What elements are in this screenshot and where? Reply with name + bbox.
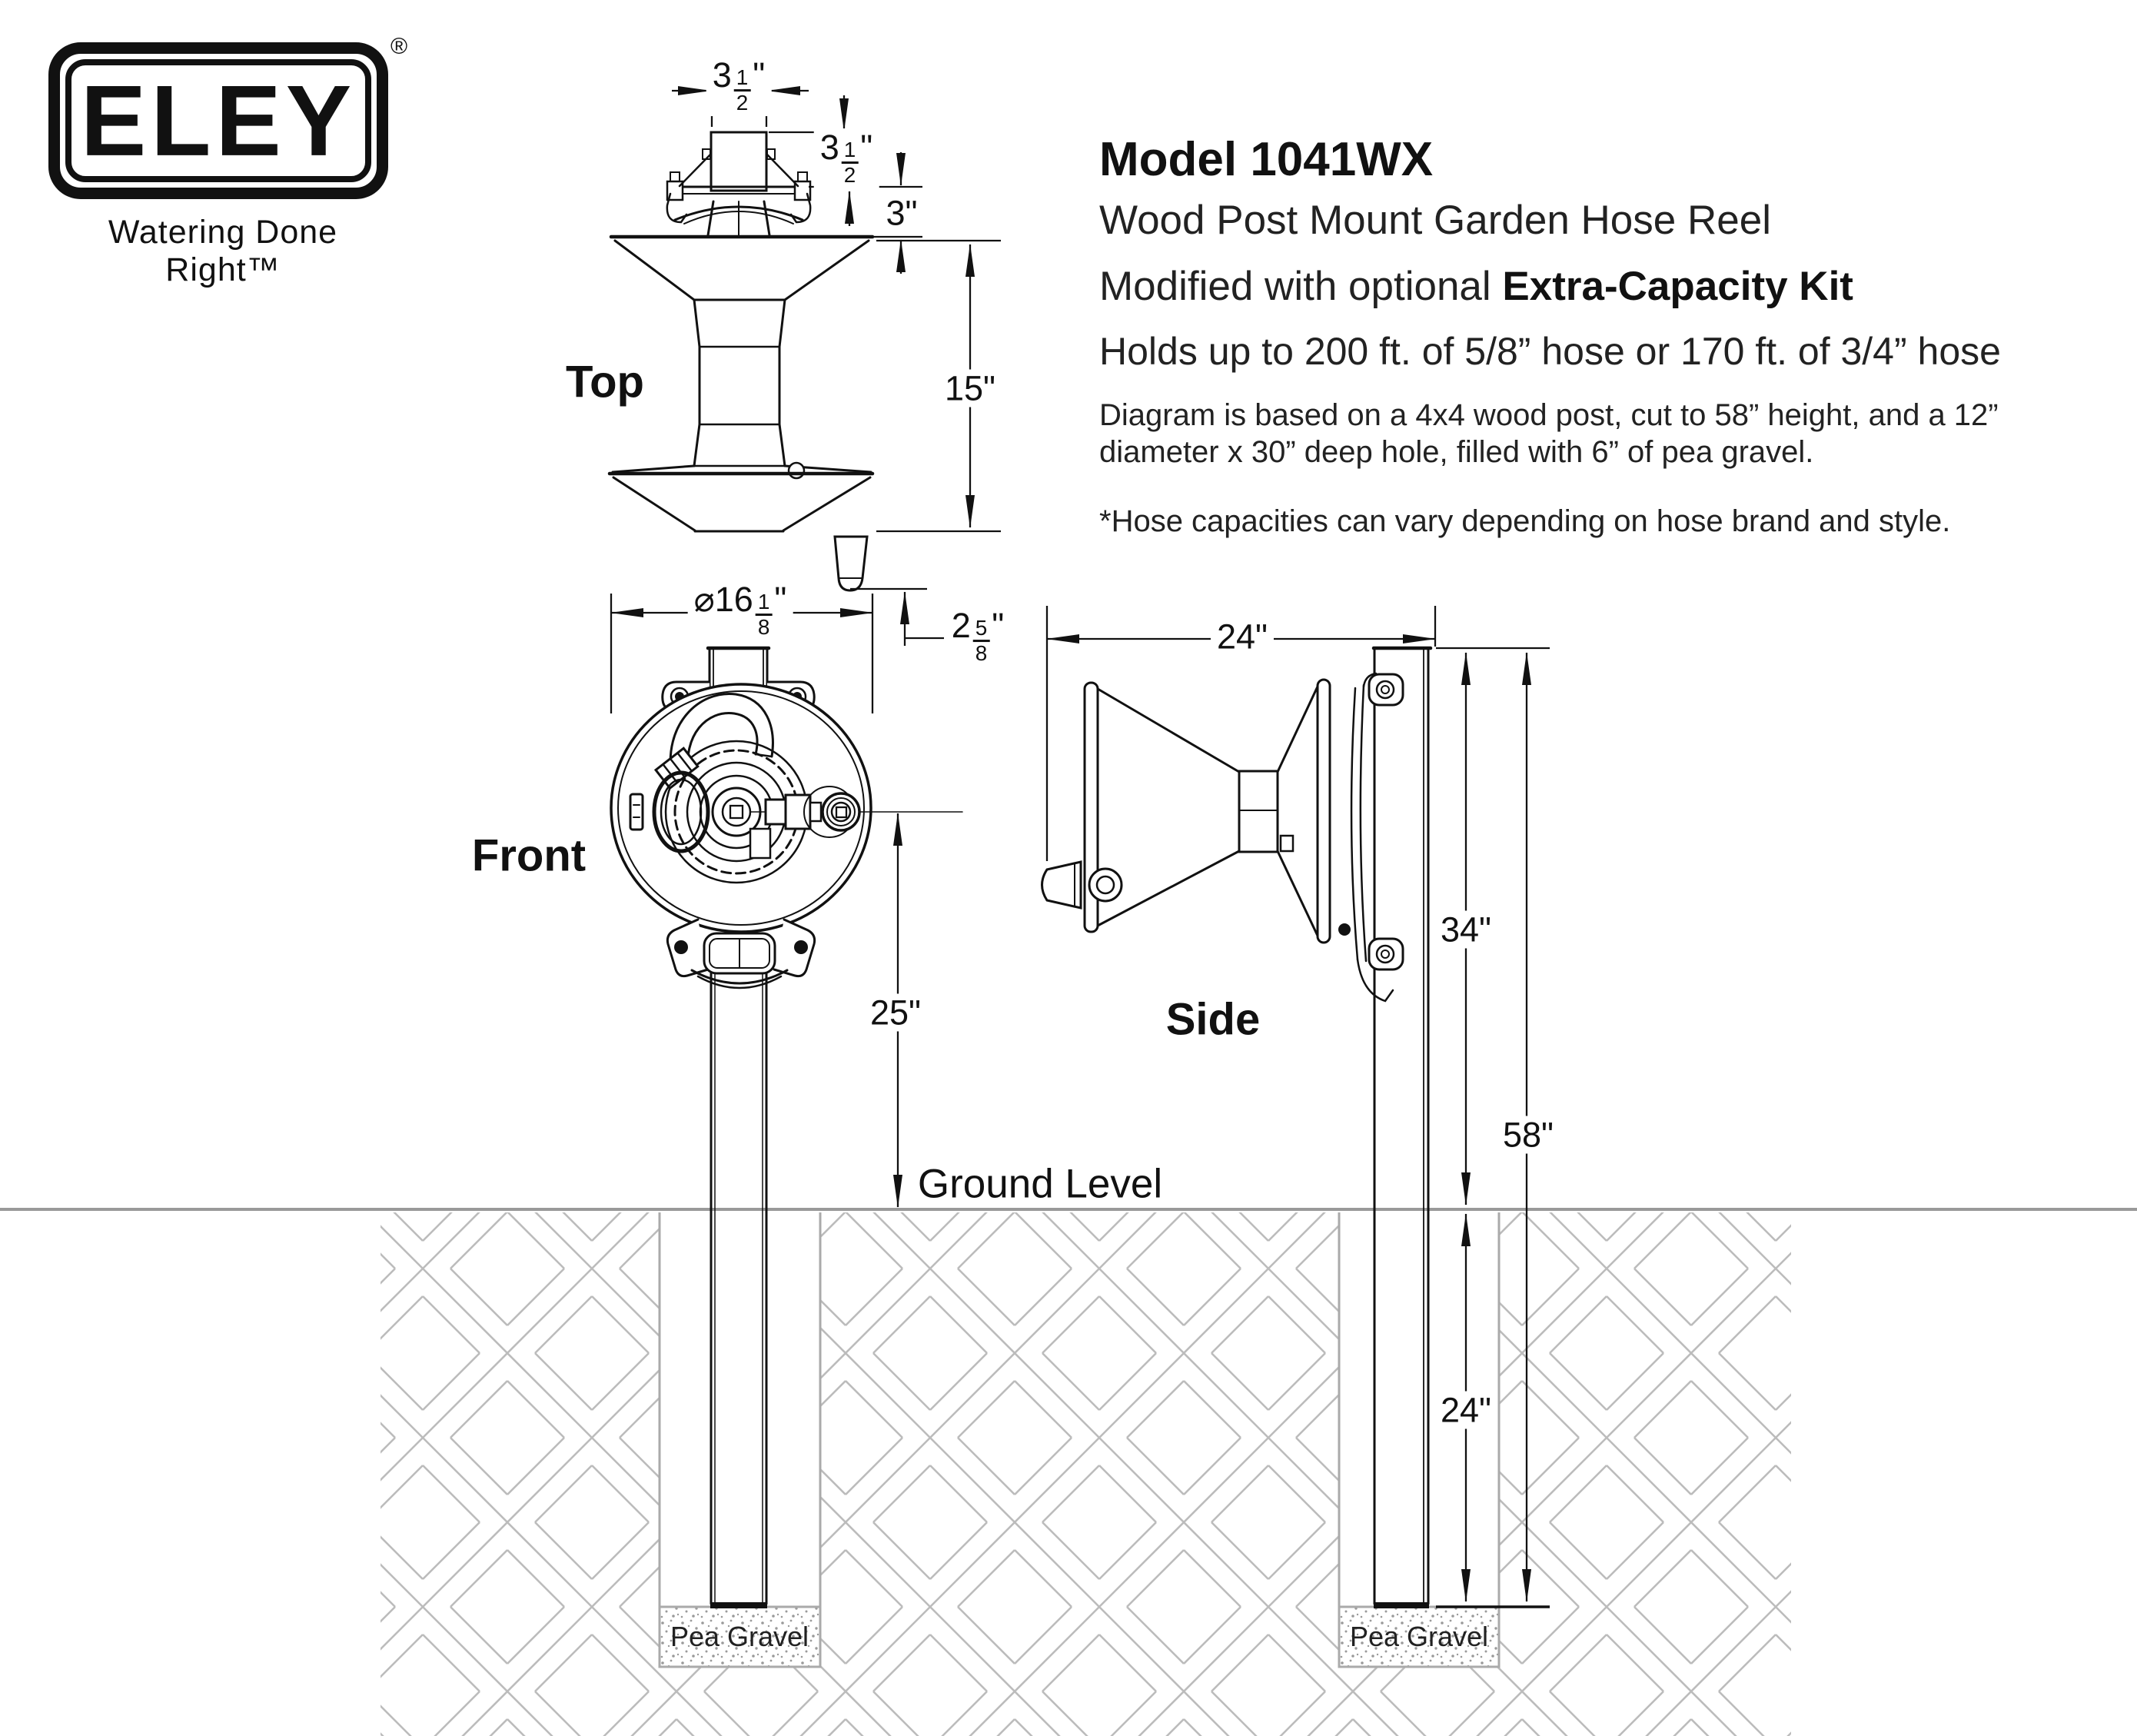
dim-post-top-to-bracket (814, 128, 879, 188)
ground-level-label: Ground Level (917, 1161, 1163, 1207)
denominator: 2 (736, 90, 749, 115)
dim-reel-height: 15" (939, 370, 1002, 407)
dim-post-total: 58" (1497, 1116, 1560, 1154)
top-view-drawing (610, 132, 872, 590)
dim-value: 16 (714, 580, 753, 620)
dim-reel-diameter (688, 580, 793, 640)
top-view-post (711, 132, 766, 191)
soil-hatch (381, 1212, 1791, 1736)
pea-gravel-left-label: Pea Gravel (670, 1621, 809, 1652)
denominator: 2 (843, 162, 856, 187)
fraction (734, 66, 751, 115)
dim-bracket-to-reel: 3" (879, 195, 923, 232)
top-view-label: Top (566, 357, 644, 407)
modified-kit-name: Extra-Capacity Kit (1502, 264, 1853, 309)
dim-value: 3 (819, 128, 839, 168)
dim-value: 3 (712, 55, 732, 95)
ground-section (0, 1209, 2137, 1736)
fraction (973, 617, 990, 665)
dim-reel-depth: 24" (1211, 618, 1274, 656)
numerator: 5 (973, 617, 990, 642)
unit: " (753, 55, 766, 95)
side-post-hole (1339, 1212, 1499, 1667)
diagram-note-line2: diameter x 30” deep hole, filled with 6” of pea gravel. (1099, 435, 1814, 469)
dim-post-below-ground: 24" (1434, 1392, 1497, 1429)
unit: " (860, 128, 873, 168)
product-modified-line (1099, 263, 1853, 310)
fraction (756, 590, 773, 639)
front-view-label: Front (471, 830, 587, 881)
denominator: 8 (757, 614, 770, 639)
dim-crank-offset (946, 607, 1011, 667)
fraction (842, 138, 859, 187)
capacity-footnote: *Hose capacities can vary depending on hose brand and style. (1099, 504, 1951, 538)
denominator: 8 (975, 640, 988, 665)
numerator: 1 (734, 66, 751, 91)
unit: " (992, 606, 1005, 646)
pea-gravel-right-label: Pea Gravel (1349, 1621, 1489, 1652)
registered-trademark-icon: ® (391, 34, 408, 59)
diameter-symbol: ⌀ (693, 580, 715, 620)
dim-hub-height: 25" (864, 994, 927, 1032)
dim-post-width (706, 56, 772, 116)
eley-logo-frame (65, 59, 371, 182)
product-subtitle: Wood Post Mount Garden Hose Reel (1099, 198, 1771, 243)
numerator: 1 (842, 138, 859, 164)
diagram-note-line1: Diagram is based on a 4x4 wood post, cut to 58” height, and a 12” (1099, 398, 1999, 432)
eley-logo-text: ELEY (80, 65, 357, 177)
unit: " (774, 580, 787, 620)
brand-tagline: Watering Done Right™ (108, 214, 338, 288)
dim-post-above-ground: 34" (1434, 911, 1497, 949)
hose-capacity-line: Holds up to 200 ft. of 5/8” hose or 170 ft. of 3/4” hose (1099, 330, 2001, 373)
eley-logo (48, 42, 388, 199)
dim-value: 2 (951, 606, 971, 646)
product-model-title: Model 1041WX (1099, 133, 1434, 186)
front-post-hole (660, 1212, 820, 1667)
modified-prefix: Modified with optional (1099, 264, 1503, 309)
numerator: 1 (756, 590, 773, 616)
side-view-label: Side (1165, 994, 1261, 1045)
